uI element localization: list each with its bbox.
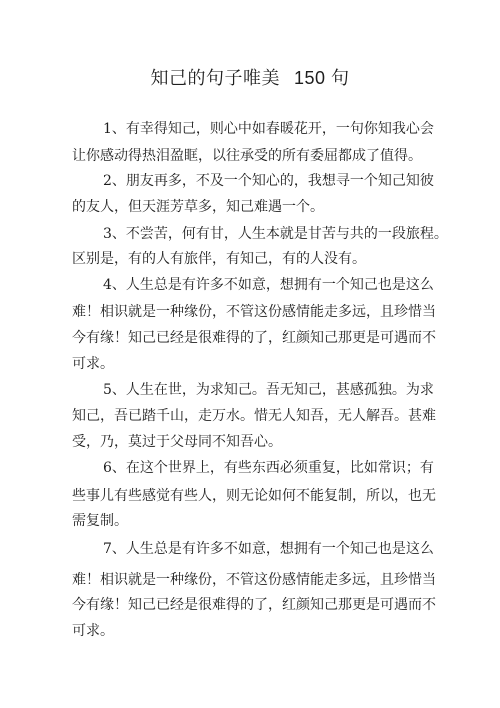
title-text: 知己的句子唯美 (150, 68, 280, 89)
paragraph-6-line-1: 6、在这个世界上，有些东西必须重复，比如常识；有 (103, 460, 434, 476)
paragraph-2-line-2: 的友人，但天涯芳草多，知己难遇一个。 (72, 199, 324, 215)
paragraph-6-line-2: 些事儿有些感觉有些人，则无论如何不能复制，所以，也无 (72, 488, 436, 504)
paragraph-4-line-1: 4、人生总是有许多不如意，想拥有一个知己也是这么 (103, 277, 434, 293)
paragraph-7-line-3: 今有缘！知己已经是很难得的了，红颜知己那更是可遇而不 (72, 597, 436, 613)
paragraph-1-line-1: 1、有幸得知己，则心中如春暖花开，一句你知我心会 (103, 121, 434, 137)
paragraph-7-line-4: 可求。 (72, 623, 114, 639)
paragraph-5-line-3: 受，乃，莫过于父母同不知吾心。 (72, 434, 282, 450)
paragraph-6-line-3: 需复制。 (72, 513, 128, 529)
paragraph-3-line-2: 区别是，有的人有旅伴，有知己，有的人没有。 (72, 251, 366, 267)
paragraph-2-line-1: 2、朋友再多，不及一个知心的，我想寻一个知己知彼 (103, 173, 434, 189)
paragraph-5-line-2: 知己，吾已踏千山，走万水。惜无人知吾，无人解吾。甚难 (72, 408, 436, 424)
paragraph-4-line-3: 今有缘！知己已经是很难得的了，红颜知己那更是可遇而不 (72, 330, 436, 346)
page-title (0, 64, 500, 90)
paragraph-7-line-1: 7、人生总是有许多不如意，想拥有一个知己也是这么 (103, 541, 434, 557)
paragraph-7-line-2: 难！相识就是一种缘份，不管这份感情能走多远，且珍惜当 (72, 572, 436, 588)
paragraph-4-line-4: 可求。 (72, 356, 114, 372)
paragraph-4-line-2: 难！相识就是一种缘份，不管这份感情能走多远，且珍惜当 (72, 304, 436, 320)
paragraph-5-line-1: 5、人生在世，为求知己。吾无知己，甚感孤独。为求 (103, 382, 434, 398)
paragraph-1-line-2: 让你感动得热泪盈眶，以往承受的所有委屈都成了值得。 (72, 148, 422, 164)
title-count: 150 句 (293, 68, 350, 88)
paragraph-3-line-1: 3、不尝苦，何有甘，人生本就是甘苦与共的一段旅程。 (103, 226, 448, 242)
